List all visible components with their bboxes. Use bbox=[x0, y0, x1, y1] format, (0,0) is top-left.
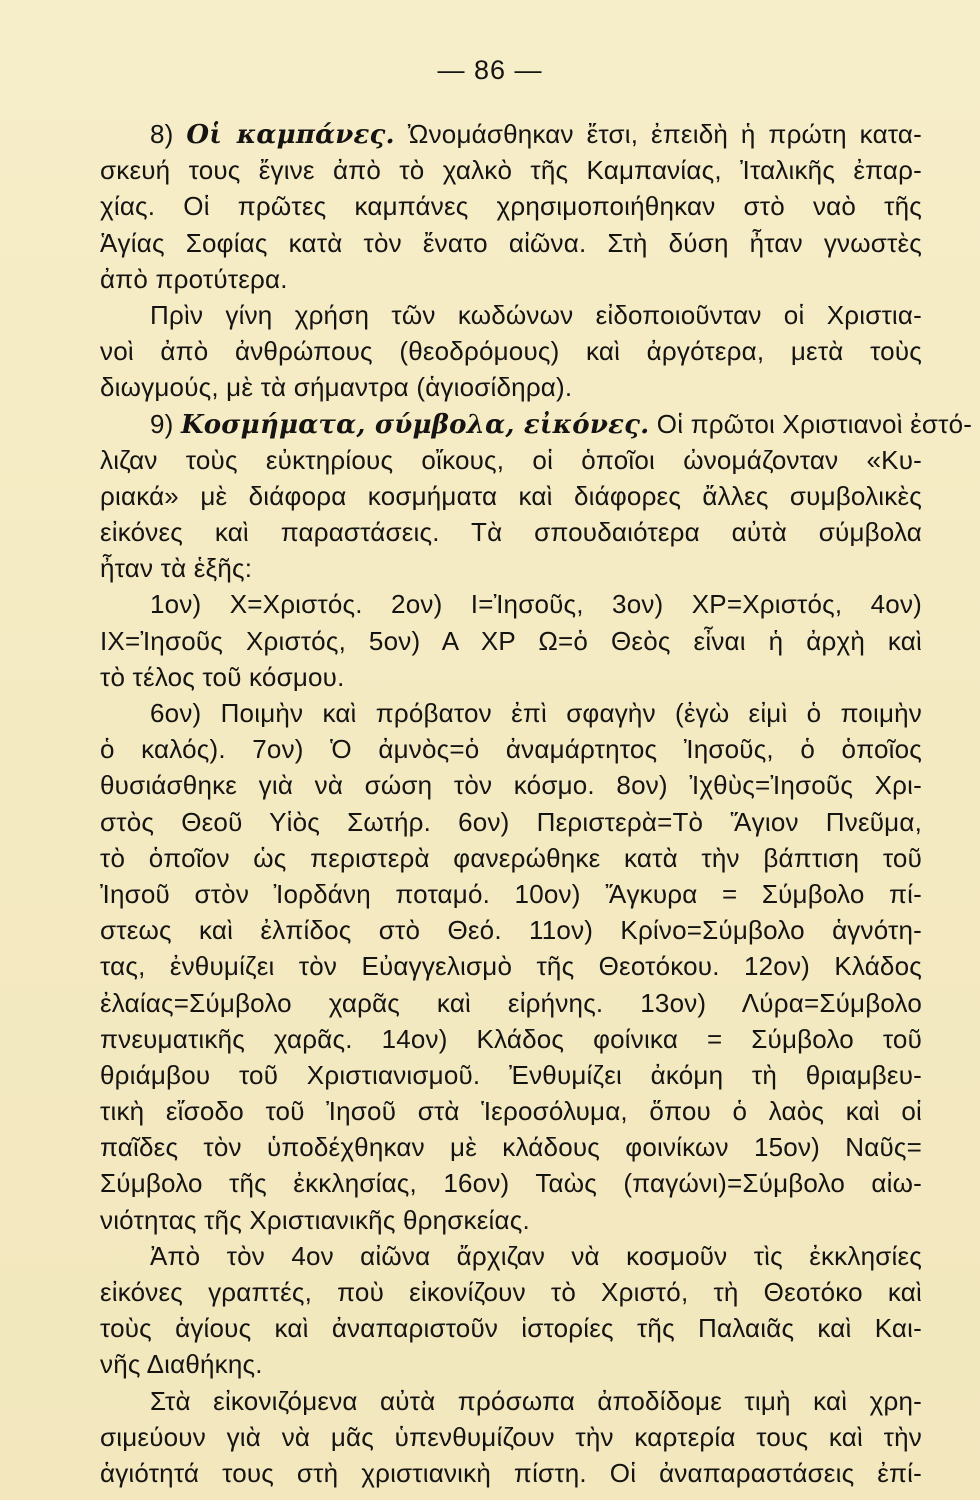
text-line: νιότητας τῆς Χριστιανικῆς θρησκείας. bbox=[100, 1204, 530, 1235]
text-line: ἦταν τὰ ἑξῆς: bbox=[100, 553, 253, 584]
text-line: θυσιάσθηκε γιὰ νὰ σώση τὸν κόσμο. 8ον) Ἰχθὺς=Ἰησοῦς Χρι- bbox=[100, 770, 922, 801]
text-line: σκευή τους ἔγινε ἀπὸ τὸ χαλκὸ τῆς Καμπανίας, Ἰταλικῆς ἐπαρ- bbox=[100, 155, 922, 186]
text-line: σιμεύουν γιὰ νὰ μᾶς ὑπενθυμίζουν τὴν καρτερία τους καὶ τὴν bbox=[100, 1421, 922, 1452]
text-line: Στὰ εἰκονιζόμενα αὐτὰ πρόσωπα ἀποδίδομε τιμὴ καὶ χρη- bbox=[150, 1385, 922, 1416]
text-line: τὸ ὁποῖον ὡς περιστερὰ φανερώθηκε κατὰ τὴν βάπτιση τοῦ bbox=[100, 842, 922, 873]
text-line: τας, ἐνθυμίζει τὸν Εὐαγγελισμὸ τῆς Θεοτόκου. 12ον) Κλάδος bbox=[100, 951, 922, 982]
text-line: πνευματικῆς χαρᾶς. 14ον) Κλάδος φοίνικα = Σύμβολο τοῦ bbox=[100, 1023, 922, 1054]
text-line: εἰκόνες καὶ παραστάσεις. Τὰ σπουδαιότερα αὐτὰ σύμβολα bbox=[100, 517, 922, 548]
text-line: Σύμβολο τῆς ἐκκλησίας, 16ον) Ταὼς (παγώνι)=Σύμβολο αἰω- bbox=[100, 1168, 922, 1199]
text-line: στεως καὶ ἐλπίδος στὸ Θεό. 11ον) Κρίνο=Σύμβολο ἁγνότη- bbox=[100, 915, 922, 946]
section9-title: Κοσμήματα, σύμβολα, εἰκόνες. bbox=[180, 409, 650, 440]
text-line: θριάμβου τοῦ Χριστιανισμοῦ. Ἐνθυμίζει ἀκόμη τὴ θριαμβευ- bbox=[100, 1059, 922, 1090]
page-number: — 86 — bbox=[437, 55, 543, 85]
text-line: χίας. Οἱ πρῶτες καμπάνες χρησιμοποιήθηκαν στὸ ναὸ τῆς bbox=[100, 191, 922, 222]
text-line: ἀπὸ προτύτερα. bbox=[100, 263, 288, 294]
text-line: τὸ τέλος τοῦ κόσμου. bbox=[100, 661, 345, 692]
section8-heading-line bbox=[100, 116, 922, 152]
text-line: νῆς Διαθήκης. bbox=[100, 1349, 263, 1380]
text-line: ΙΧ=Ἰησοῦς Χριστός, 5ον) Α ΧΡ Ω=ὁ Θεὸς εἶναι ἡ ἀρχὴ καὶ bbox=[100, 625, 922, 656]
text-line: διωγμούς, μὲ τὰ σήμαντρα (ἁγιοσίδηρα). bbox=[100, 372, 573, 403]
text-line: λιζαν τοὺς εὐκτηρίους οἴκους, οἱ ὁποῖοι ὠνομάζονταν «Κυ- bbox=[100, 444, 922, 475]
text-line: ριακά» μὲ διάφορα κοσμήματα καὶ διάφορες ἄλλες συμβολικὲς bbox=[100, 480, 922, 511]
text-line: Πρὶν γίνη χρήση τῶν κωδώνων εἰδοποιοῦνταν οἱ Χριστια- bbox=[150, 299, 922, 330]
page-body bbox=[100, 116, 973, 1491]
section9-number: 9) bbox=[150, 408, 181, 439]
text-line: εἰκόνες γραπτές, ποὺ εἰκονίζουν τὸ Χριστό, τὴ Θεοτόκο καὶ bbox=[100, 1277, 922, 1307]
text-line: ἁγιότητά τους στὴ χριστιανικὴ πίστη. Οἱ ἀναπαραστάσεις ἐπί- bbox=[100, 1457, 922, 1488]
section8-number: 8) bbox=[150, 119, 187, 149]
text-line: Ὠνομάσθηκαν ἔτσι, ἐπειδὴ ἡ πρώτη κατα- bbox=[394, 119, 922, 149]
section8-title: Οἱ καμπάνες. bbox=[186, 120, 395, 150]
text-line: 6ον) Ποιμὴν καὶ πρόβατον ἐπὶ σφαγὴν (ἐγὼ εἰμὶ ὁ ποιμὴν bbox=[150, 698, 922, 728]
text-line: Ἁγίας Σοφίας κατὰ τὸν ἔνατο αἰῶνα. Στὴ δύση ἦταν γνωστὲς bbox=[100, 227, 922, 258]
text-line: Ἰησοῦ στὸν Ἰορδάνη ποταμό. 10ον) Ἄγκυρα = Σύμβολο πί- bbox=[100, 878, 922, 909]
text-line: στὸς Θεοῦ Υἱὸς Σωτήρ. 6ον) Περιστερὰ=Τὸ Ἅγιον Πνεῦμα, bbox=[100, 806, 922, 837]
text-line: τικὴ εἴσοδο τοῦ Ἰησοῦ στὰ Ἱεροσόλυμα, ὅπου ὁ λαὸς καὶ οἱ bbox=[100, 1096, 922, 1127]
text-line: τοὺς ἁγίους καὶ ἀναπαριστοῦν ἱστορίες τῆς Παλαιᾶς καὶ Και- bbox=[100, 1313, 922, 1344]
text-line: παῖδες τὸν ὑποδέχθηκαν μὲ κλάδους φοινίκων 15ον) Ναῦς= bbox=[100, 1132, 922, 1163]
text-line: ὁ καλός). 7ον) Ὁ ἀμνὸς=ὁ ἀναμάρτητος Ἰησοῦς, ὁ ὁποῖος bbox=[100, 734, 922, 765]
text-line: Οἱ πρῶτοι Χριστιανοὶ ἐστό- bbox=[649, 408, 973, 439]
text-line: 1ον) Χ=Χριστός. 2ον) Ι=Ἰησοῦς, 3ον) ΧΡ=Χριστός, 4ον) bbox=[150, 589, 922, 620]
text-line: νοὶ ἀπὸ ἀνθρώπους (θεοδρόμους) καὶ ἀργότερα, μετὰ τοὺς bbox=[100, 336, 922, 367]
text-line: Ἀπὸ τὸν 4ον αἰῶνα ἄρχιζαν νὰ κοσμοῦν τὶς ἐκκλησίες bbox=[150, 1240, 922, 1271]
section9-heading-line bbox=[100, 406, 973, 442]
text-line: ἐλαίας=Σύμβολο χαρᾶς καὶ εἰρήνης. 13ον) Λύρα=Σύμβολο bbox=[100, 987, 922, 1018]
